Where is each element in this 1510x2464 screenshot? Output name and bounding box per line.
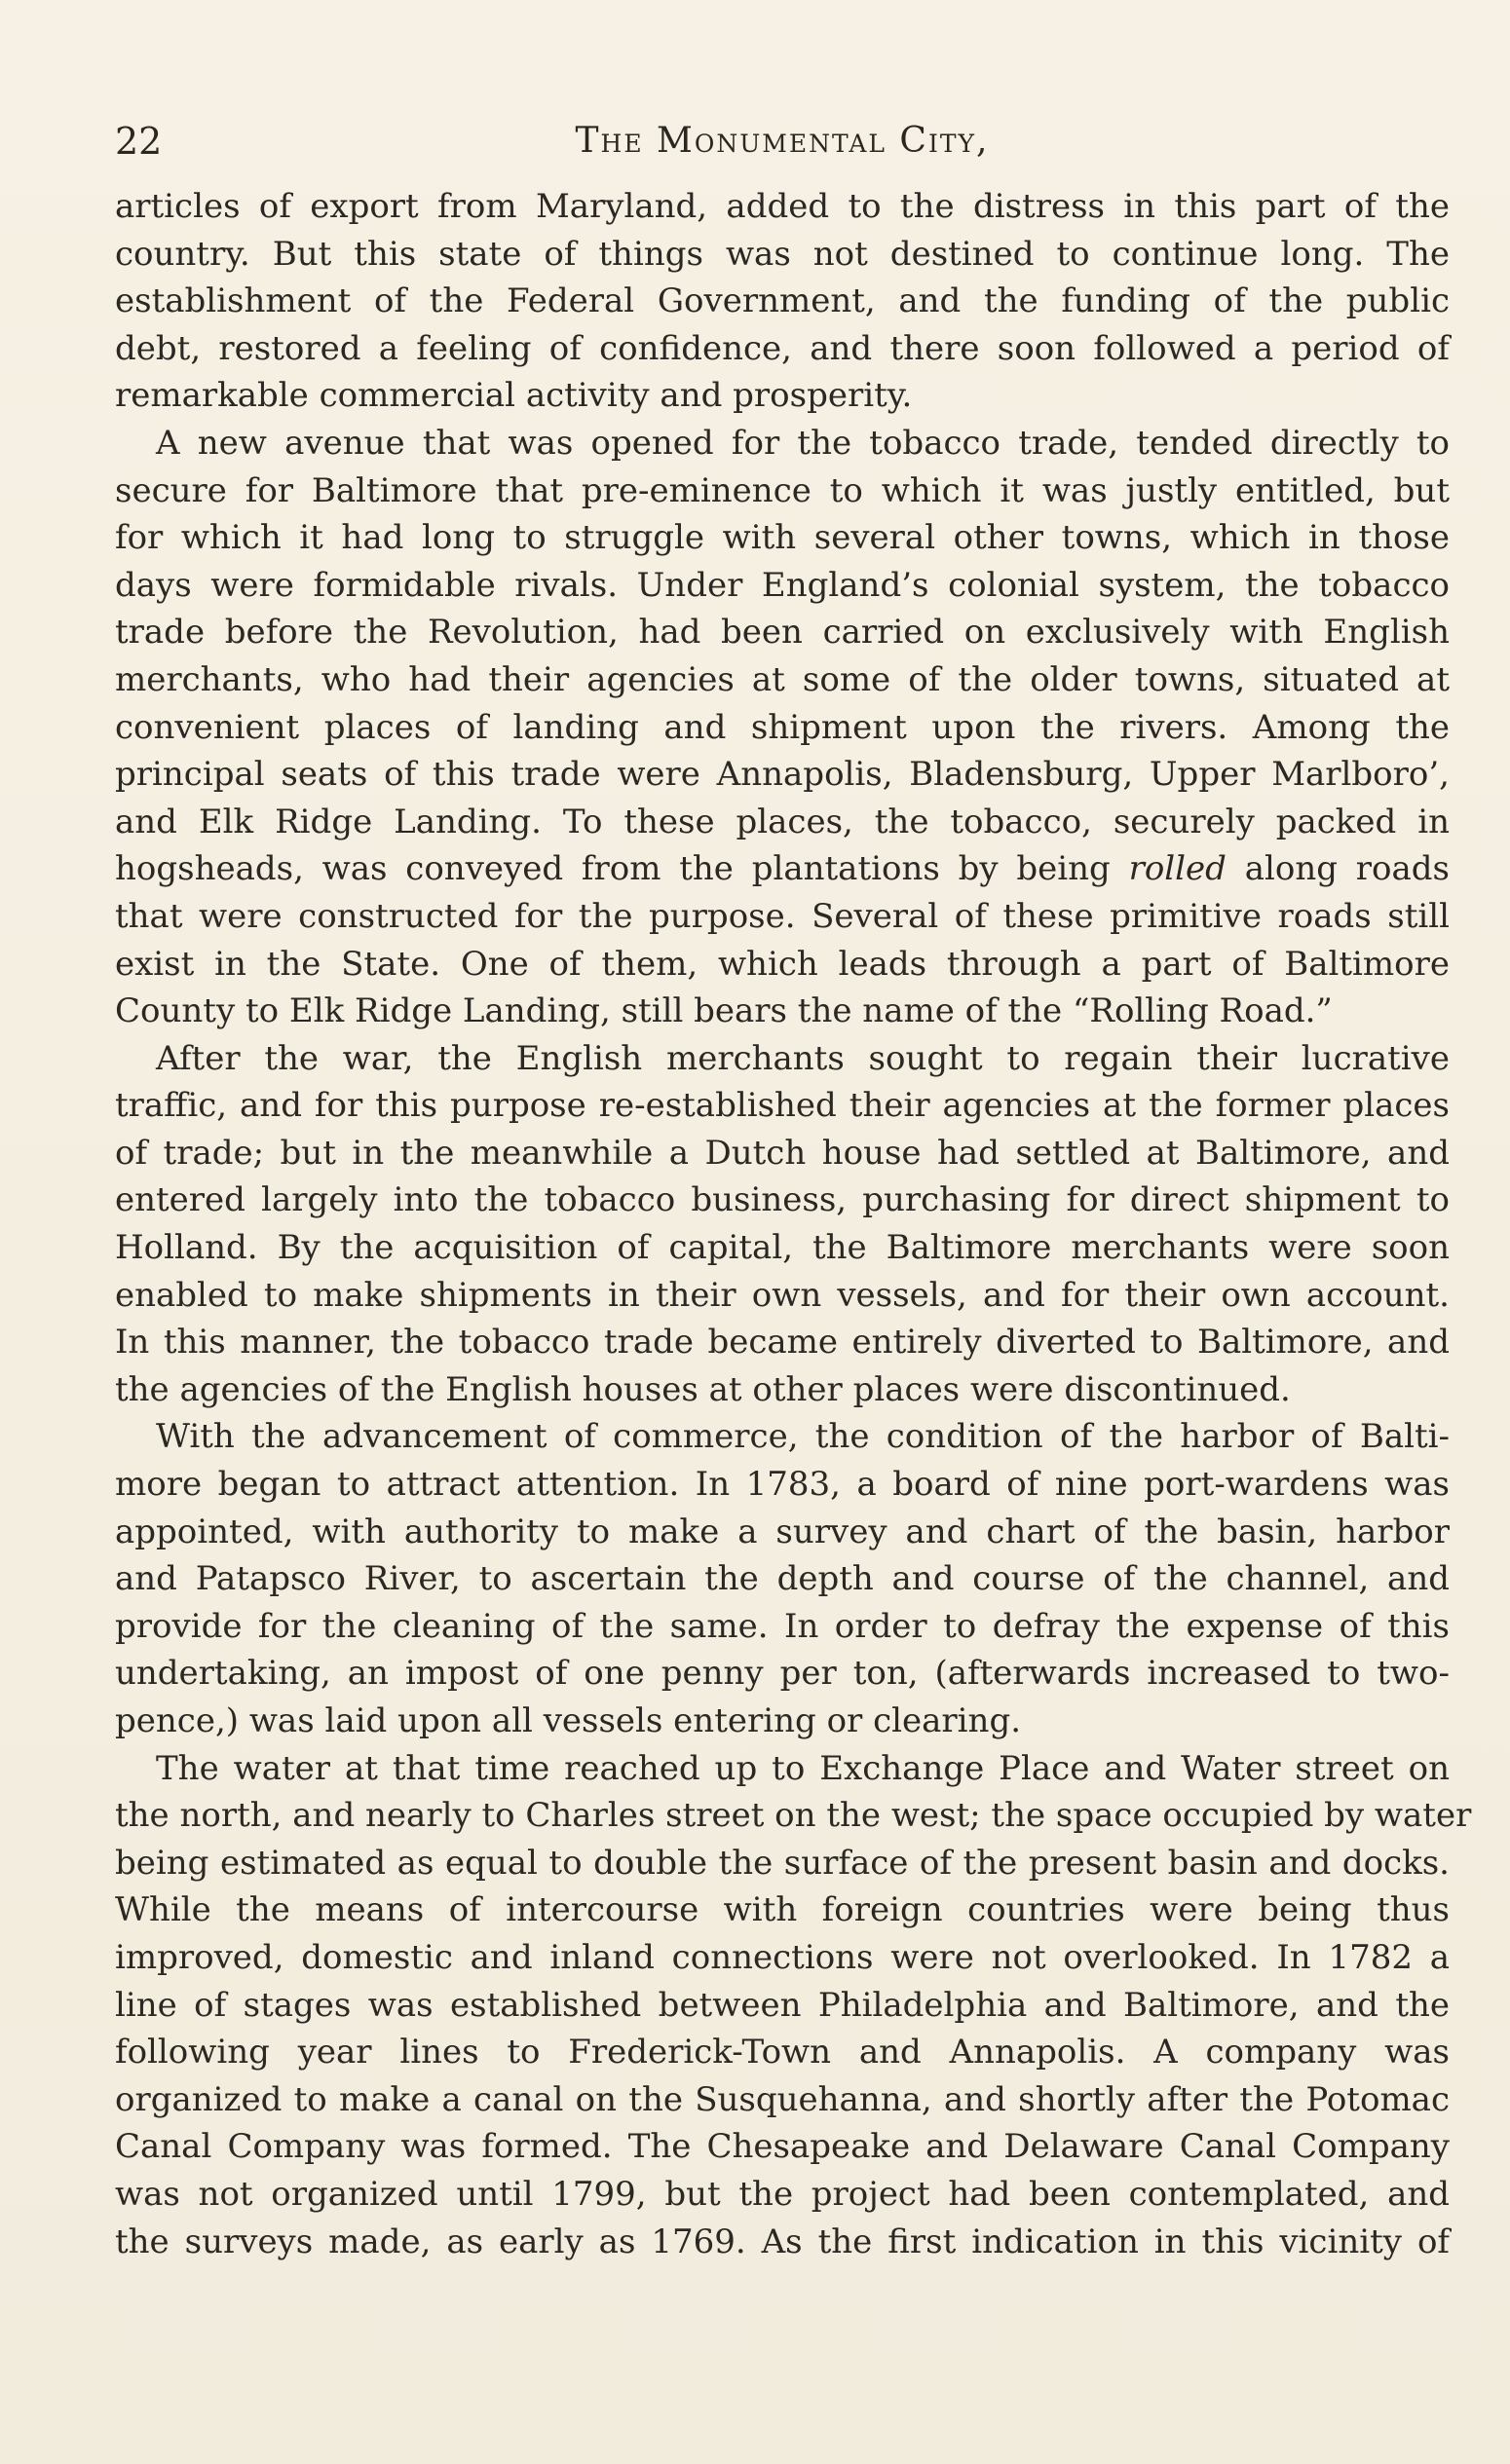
text-line: organized to make a canal on the Susquehanna, and shortly after the Potomac (115, 2079, 1450, 2119)
text-line: pence,) was laid upon all vessels entering or clearing. (115, 1701, 1022, 1740)
italic-word: rolled (1128, 849, 1227, 889)
text-line: the north, and nearly to Charles street on the west; the space occupied by water (115, 1796, 1472, 1836)
text-line: that were constructed for the purpose. Several of these primitive roads still (115, 896, 1450, 936)
running-title: The Monumental City, (575, 121, 990, 161)
text-line: principal seats of this trade were Annapolis, Bladensburg, Upper Marlboro’, (115, 755, 1450, 795)
text-line: secure for Baltimore that pre-eminence to which it was justly entitled, but (115, 470, 1450, 510)
paragraph-3 (115, 1035, 1450, 1414)
text-line: the surveys made, as early as 1769. As the first indication in this vicinity of (115, 2221, 1450, 2261)
text-line: Canal Company was formed. The Chesapeake and Delaware Canal Company (115, 2127, 1450, 2167)
text-line: In this manner, the tobacco trade became entirely diverted to Baltimore, and (115, 1323, 1450, 1363)
text-line: enabled to make shipments in their own vessels, and for their own account. (115, 1275, 1450, 1315)
text-segment: hogsheads, was conveyed from the plantations by being (115, 849, 1129, 889)
text-line: merchants, who had their agencies at some of the older towns, situated at (115, 659, 1450, 699)
text-line: improved, domestic and inland connections were not overlooked. In 1782 a (115, 1937, 1450, 1977)
text-line: of trade; but in the meanwhile a Dutch house had settled at Baltimore, and (115, 1133, 1450, 1173)
text-line: following year lines to Frederick-Town and Annapolis. A company was (115, 2033, 1450, 2072)
text-line: more began to attract attention. In 1783, a board of nine port-wardens was (115, 1465, 1450, 1505)
text-line: debt, restored a feeling of confidence, and there soon followed a period of (115, 328, 1450, 368)
paragraph-4 (115, 1413, 1450, 1744)
text-line: line of stages was established between Philadelphia and Baltimore, and the (115, 1985, 1450, 2025)
text-line: for which it had long to struggle with several other towns, which in those (115, 518, 1450, 558)
text-line: A new avenue that was opened for the tobacco trade, tended directly to (156, 423, 1450, 463)
page-number: 22 (115, 120, 163, 163)
text-line: After the war, the English merchants sought to regain their lucrative (156, 1038, 1450, 1078)
text-line: While the means of intercourse with foreign countries were being thus (115, 1890, 1450, 1930)
text-line: provide for the cleaning of the same. In order to defray the expense of this (115, 1606, 1450, 1646)
paragraph-2 (115, 420, 1450, 1035)
text-line: trade before the Revolution, had been carried on exclusively with English (115, 613, 1450, 653)
text-line: articles of export from Maryland, added to the distress in this part of the (115, 187, 1450, 226)
text-line: remarkable commercial activity and prosperity. (115, 376, 913, 416)
paragraph-1 (115, 183, 1450, 420)
text-line: and Patapsco River, to ascertain the depth and course of the channel, and (115, 1559, 1450, 1599)
text-line: establishment of the Federal Government, and the funding of the public (115, 281, 1450, 321)
text-line: and Elk Ridge Landing. To these places, the tobacco, securely packed in (115, 802, 1450, 841)
text-line: country. But this state of things was not destined to continue long. The (115, 234, 1450, 274)
text-line: convenient places of landing and shipment upon the rivers. Among the (115, 707, 1450, 747)
text-line: exist in the State. One of them, which leads through a part of Baltimore (115, 944, 1450, 984)
text-line: Holland. By the acquisition of capital, the Baltimore merchants were soon (115, 1228, 1450, 1268)
text-line: With the advancement of commerce, the condition of the harbor of Balti- (156, 1417, 1450, 1457)
text-line: being estimated as equal to double the surface of the present basin and docks. (115, 1843, 1450, 1883)
text-line: undertaking, an impost of one penny per ton, (afterwards increased to two- (115, 1654, 1450, 1694)
text-line: was not organized until 1799, but the project had been contemplated, and (115, 2174, 1450, 2214)
text-line: days were formidable rivals. Under England’s colonial system, the tobacco (115, 565, 1450, 605)
text-line-with-italic (115, 845, 1450, 893)
body-text (115, 183, 1472, 2265)
paragraph-5 (115, 1745, 1472, 2266)
text-line: County to Elk Ridge Landing, still bears the name of the “Rolling Road.” (115, 991, 1333, 1031)
text-segment: along roads (1226, 849, 1450, 889)
text-line: appointed, with authority to make a survey and chart of the basin, harbor (115, 1512, 1450, 1551)
page-header (115, 117, 1450, 166)
text-line: entered largely into the tobacco business, purchasing for direct shipment to (115, 1180, 1450, 1220)
text-line: The water at that time reached up to Exchange Place and Water street on (156, 1748, 1450, 1788)
text-line: the agencies of the English houses at other places were discontinued. (115, 1369, 1291, 1409)
text-line: traffic, and for this purpose re-established their agencies at the former places (115, 1086, 1450, 1126)
